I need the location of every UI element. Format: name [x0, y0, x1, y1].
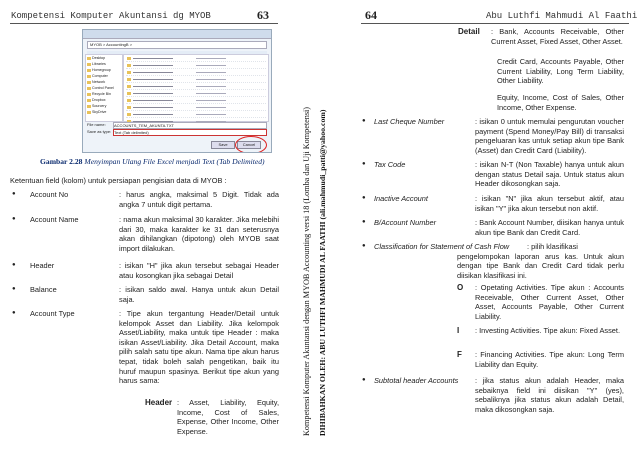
folder-icon — [127, 85, 131, 88]
bullet: ● — [12, 262, 16, 268]
folder-item: Dropbox — [86, 97, 122, 103]
folder-item: Desktop — [86, 55, 122, 61]
field-text-account-name: : nama akun maksimal 30 karakter. Jika melebihi dari 30, maka karakter ke 31 dan seterusnya akan dihilangkan (dipotong) oleh MYOB saat import dilakukan. — [119, 215, 279, 253]
cash-flow-text-f: : Financing Activities. Tipe akun: Long Term Liability dan Equity. — [475, 350, 624, 369]
folder-item: Network — [86, 79, 122, 85]
folder-item: Control Panel — [86, 85, 122, 91]
dialog-address-bar: MYOB > AccountingB > — [87, 41, 267, 49]
folder-icon — [87, 93, 91, 96]
file-row-date — [196, 58, 226, 59]
file-row-line — [133, 100, 173, 101]
field-label-header: Header — [30, 261, 55, 270]
highlight-circle-save — [235, 136, 267, 153]
field-text-inactive: : isikan "N" jika akun tersebut aktif, atau isikan "Y" jika akun tersebut non aktif. — [475, 194, 624, 213]
file-row — [126, 97, 266, 104]
folder-icon — [127, 92, 131, 95]
field-label-balance: Balance — [30, 285, 57, 294]
file-row — [126, 90, 266, 97]
file-row-line — [133, 65, 173, 66]
bullet: ● — [362, 195, 366, 201]
folder-icon — [127, 113, 131, 116]
file-row-line — [133, 86, 173, 87]
folder-icon — [127, 106, 131, 109]
field-label-baccount: B/Account Number — [374, 218, 437, 227]
bullet: ● — [12, 216, 16, 222]
field-label-account-no: Account No — [30, 190, 69, 199]
bullet: ● — [362, 219, 366, 225]
classification-text: pengelompokan laporan arus kas. Untuk akun dengan tipe Bank dan Credit Card tidak perlu diisikan klasifikasi ini. — [457, 251, 624, 280]
field-label-account-type: Account Type — [30, 309, 75, 318]
dialog-file-pane — [123, 54, 269, 122]
file-row-date — [196, 65, 226, 66]
folder-icon — [87, 69, 91, 72]
intro-text: Ketentuan field (kolom) untuk persiapan pengisian data di MYOB : — [10, 176, 227, 185]
bullet: ● — [362, 118, 366, 124]
save-dialog-screenshot — [82, 29, 272, 153]
folder-icon — [127, 71, 131, 74]
dialog-titlebar — [83, 30, 271, 39]
file-row-line — [133, 114, 173, 115]
bullet: ● — [362, 377, 366, 383]
field-label-last-cheque: Last Cheque Number — [374, 117, 445, 126]
save-button: Save — [211, 141, 235, 149]
cash-flow-code-i: I — [457, 326, 460, 335]
folder-icon — [87, 99, 91, 102]
right-page-number: 64 — [365, 8, 377, 22]
filename-label: File name: — [87, 122, 106, 127]
field-label-tax-code: Tax Code — [374, 160, 406, 169]
saveas-row — [87, 129, 111, 134]
spine-title: Kompetensi Komputer Akuntansi dengan MYOB Accounting versi 18 (Lomba dan Uji Kompetensi) — [302, 106, 311, 436]
folder-icon — [87, 87, 91, 90]
file-row-line — [133, 107, 173, 108]
bullet: ● — [362, 161, 366, 167]
folder-item: Homegroup — [86, 67, 122, 73]
figure-caption-text: Menyimpan Ulang File Excel menjadi Text (Tab Delimited) — [84, 157, 265, 166]
file-row-line — [133, 58, 173, 59]
saveas-label: Save as type: — [87, 129, 112, 134]
file-row-date — [196, 86, 226, 87]
left-header-rule — [10, 23, 278, 24]
cash-flow-code-f: F — [457, 350, 462, 359]
folder-icon — [87, 111, 91, 114]
file-row-date — [196, 114, 226, 115]
field-text-account-type: : Tipe akun tergantung Header/Detail untuk kelompok Asset dan Liability. Jika kelompok Asset/Liability, maka untuk tipe Header : maka isikan Asset/Liability. Jika Detail Account, maka pilih salah satu tipe akun. Nama tipe akun harus tepat, tidak boleh salah pengetikan, baik itu huruf maupun spasinya. Berikut tipe akun yang harus sama: — [119, 309, 279, 386]
field-text-balance: : isikan saldo awal. Hanya untuk akun Detail saja. — [119, 285, 279, 304]
spine-credit: DIHIBAHKAN OLEH: ABU LUTHFI MAHMUDI AL FAATHI (ali.mahmudi_patti@yahoo.com) — [318, 109, 327, 436]
file-row-line — [133, 72, 173, 73]
bullet: ● — [12, 310, 16, 316]
cash-flow-text-o: : Opetating Activities. Tipe akun : Accounts Receivable, Other Current Asset, Other Asset, Accounts Payable, Other Current Liability. — [475, 283, 624, 321]
folder-icon — [87, 75, 91, 78]
cancel-button: Cancel — [237, 141, 261, 149]
folder-icon — [127, 78, 131, 81]
file-row — [126, 111, 266, 118]
classification-text-first: : pilih klasifikasi — [527, 242, 578, 251]
classification-label: Classification for Statement of Cash Flow — [374, 242, 510, 251]
folder-icon — [87, 105, 91, 108]
file-row — [126, 76, 266, 83]
left-page-number: 63 — [257, 8, 269, 22]
cash-flow-code-o: O — [457, 283, 464, 292]
file-row-line — [133, 79, 173, 80]
file-row — [126, 83, 266, 90]
folder-icon — [127, 57, 131, 60]
field-text-last-cheque: : isikan 0 untuk memulai pengurutan voucher payment (Spend Money/Pay Bill) di transaksi pengeluaran kas untuk setiap akun tipe Bank (Asset) dan Credit Card (Liability). — [475, 117, 624, 155]
figure-caption — [40, 157, 280, 167]
file-row — [126, 104, 266, 111]
folder-icon — [87, 63, 91, 66]
field-label-inactive: Inactive Account — [374, 194, 428, 203]
folder-icon — [127, 99, 131, 102]
field-text-account-no: : harus angka, maksimal 5 Digit. Tidak ada angka 7 untuk digit pertama. — [119, 190, 279, 209]
detail-label: Detail — [458, 27, 480, 36]
header-sub-label: Header — [145, 398, 173, 407]
detail-para-2: Credit Card, Accounts Payable, Other Current Liability, Long Term Liability, Other Liability. — [497, 57, 624, 86]
bullet: ● — [12, 286, 16, 292]
file-row — [126, 69, 266, 76]
cash-flow-text-i: : Investing Activities. Tipe akun: Fixed Asset. — [475, 326, 621, 335]
detail-para-1: : Bank, Accounts Receivable, Other Current Asset, Fixed Asset, Other Asset. — [491, 27, 624, 46]
file-row — [126, 62, 266, 69]
filename-input: ACCOUNTS_TEM_AKUNTA.TXT — [113, 122, 267, 129]
left-running-header: Kompetensi Komputer Akuntansi dg MYOB — [11, 11, 211, 21]
header-sub-text: : Asset, Liability, Equity, Income, Cost of Sales, Expense, Other Income, Other Expense. — [177, 398, 279, 436]
subtotal-text: : jika status akun adalah Header, maka sebaiknya field ini diisikan "Y" (yes), sebaliknya jika status akun adalah Detail, maka dikosongkan saja. — [475, 376, 624, 414]
saveas-select: Text (Tab delimited) — [113, 129, 267, 136]
field-text-tax-code: : isikan N-T (Non Taxable) hanya untuk akun dengan status Detail saja. Untuk status akun Header dikosongkan saja. — [475, 160, 624, 189]
field-label-account-name: Account Name — [30, 215, 79, 224]
folder-item: Recycle Bin — [86, 91, 122, 97]
folder-icon — [87, 81, 91, 84]
bullet: ● — [12, 191, 16, 197]
field-text-header: : isikan "H" jika akun tersebut sebagai Header atau kosongkan jika sebagai Detail — [119, 261, 279, 280]
folder-icon — [127, 64, 131, 67]
folder-item: Computer — [86, 73, 122, 79]
detail-para-3: Equity, Income, Cost of Sales, Other Income, Other Expense. — [497, 93, 624, 112]
file-row-date — [196, 93, 226, 94]
file-row-date — [196, 72, 226, 73]
right-header-rule — [361, 23, 629, 24]
file-row-date — [196, 79, 226, 80]
subtotal-label: Subtotal header Accounts — [374, 376, 459, 385]
right-running-header: Abu Luthfi Mahmudi Al Faathi — [486, 11, 638, 21]
folder-item: SkyDrive — [86, 109, 122, 115]
bullet: ● — [362, 243, 366, 249]
file-row — [126, 55, 266, 62]
filename-row — [87, 122, 106, 127]
file-row-date — [196, 100, 226, 101]
folder-item: Sourcery — [86, 103, 122, 109]
file-row-line — [133, 93, 173, 94]
field-text-baccount: : Bank Account Number, diisikan hanya untuk akun tipe Bank dan Credit Card. — [475, 218, 624, 237]
dialog-folder-pane — [85, 54, 123, 122]
folder-icon — [87, 57, 91, 60]
figure-caption-number: Gambar 2.28 — [40, 157, 83, 166]
folder-item: Libraries — [86, 61, 122, 67]
file-row-date — [196, 107, 226, 108]
